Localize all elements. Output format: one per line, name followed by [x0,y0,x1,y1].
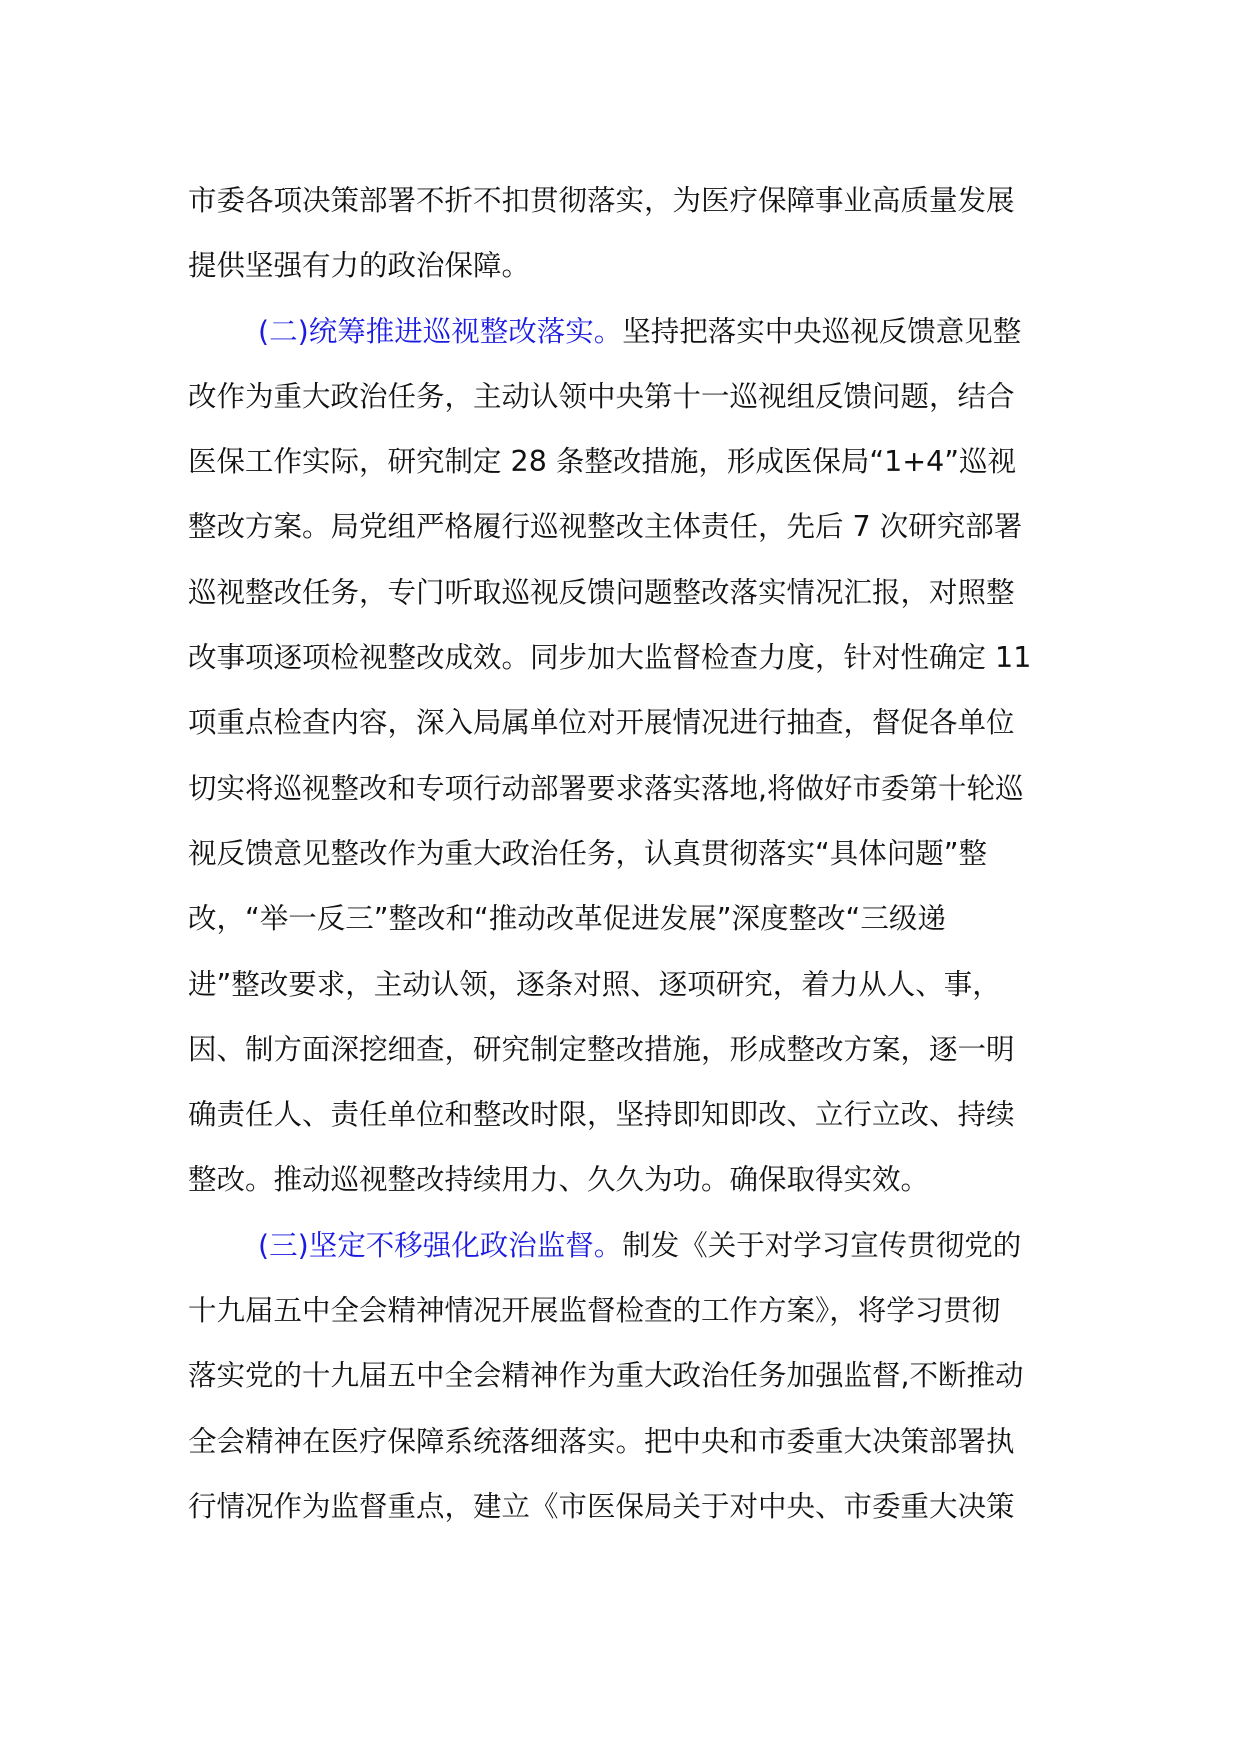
paragraph-heading-line [188,1213,1056,1278]
text-line [188,364,1056,429]
body-text: 坚持把落实中央巡视反馈意见整 [622,314,1022,348]
text-line [188,233,1056,298]
body-text: 改事项逐项检视整改成效。同步加大监督检查力度，针对性确定 11 [188,641,1032,675]
body-text: 落实党的十九届五中全会精神作为重大政治任务加强监督,不断推动 [188,1359,1024,1393]
text-line [188,429,1056,494]
text-line [188,821,1056,886]
body-text: 改，“举一反三”整改和“推动改革促进发展”深度整改“三级递 [188,902,946,936]
body-text: 进”整改要求，主动认领，逐条对照、逐项研究，着力从人、事， [188,967,1001,1001]
body-text: 巡视整改任务，专门听取巡视反馈问题整改落实情况汇报，对照整 [188,575,1015,609]
paragraph-heading-line [188,299,1056,364]
body-text: 确责任人、责任单位和整改时限，坚持即知即改、立行立改、持续 [188,1098,1015,1132]
body-text: 因、制方面深挖细查，研究制定整改措施，形成整改方案，逐一明 [188,1032,1015,1066]
body-text: 切实将巡视整改和专项行动部署要求落实落地,将做好市委第十轮巡 [188,771,1024,805]
body-text: 制发《关于对学习宣传贯彻党的 [622,1228,1022,1262]
text-line [188,886,1056,951]
body-text: 整改方案。局党组严格履行巡视整改主体责任，先后 7 次研究部署 [188,510,1023,544]
text-line [188,560,1056,625]
section-heading: (三)坚定不移强化政治监督。 [258,1228,623,1262]
body-text: 项重点检查内容，深入局属单位对开展情况进行抽查，督促各单位 [188,706,1015,740]
text-line [188,1147,1056,1212]
document-body [188,168,1056,1539]
text-line [188,1409,1056,1474]
text-line [188,168,1056,233]
body-text: 行情况作为监督重点，建立《市医保局关于对中央、市委重大决策 [188,1489,1015,1523]
body-text: 十九届五中全会精神情况开展监督检查的工作方案》，将学习贯彻 [188,1294,1001,1328]
body-text: 全会精神在医疗保障系统落细落实。把中央和市委重大决策部署执 [188,1424,1015,1458]
body-text: 市委各项决策部署不折不扣贯彻落实，为医疗保障事业高质量发展 [188,184,1015,217]
body-text: 改作为重大政治任务，主动认领中央第十一巡视组反馈问题，结合 [188,379,1015,413]
body-text: 提供坚强有力的政治保障。 [188,249,531,283]
text-line [188,625,1056,690]
text-line [188,494,1056,559]
body-text: 整改。推动巡视整改持续用力、久久为功。确保取得实效。 [188,1163,930,1197]
text-line [188,1474,1056,1539]
text-line [188,756,1056,821]
text-line [188,952,1056,1017]
text-line [188,1082,1056,1147]
body-text: 医保工作实际，研究制定 28 条整改措施，形成医保局“1+4”巡视 [188,445,1017,479]
text-line [188,1017,1056,1082]
section-heading: (二)统筹推进巡视整改落实。 [258,314,623,348]
text-line [188,1343,1056,1408]
text-line [188,1278,1056,1343]
text-line [188,690,1056,755]
body-text: 视反馈意见整改作为重大政治任务，认真贯彻落实“具体问题”整 [188,836,988,870]
